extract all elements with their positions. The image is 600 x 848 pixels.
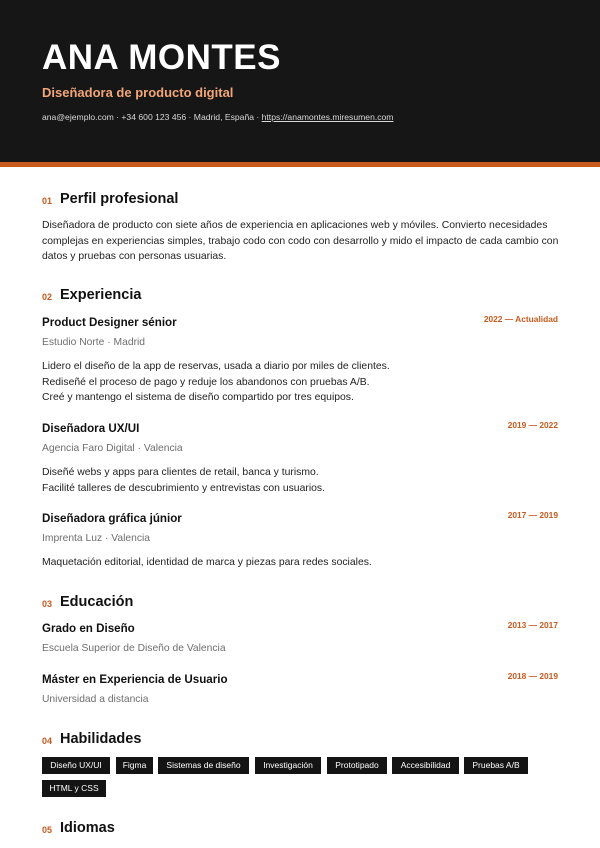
job-bullet: Maquetación editorial, identidad de marca y piezas para redes sociales. xyxy=(42,557,372,568)
degree-institution: Escuela Superior de Diseño de Valencia xyxy=(42,643,226,654)
portfolio-link[interactable]: https://anamontes.miresumen.com xyxy=(261,112,394,122)
candidate-role: Diseñadora de producto digital xyxy=(42,85,234,100)
resume-header xyxy=(0,0,600,162)
job-bullet: Rediseñé el proceso de pago y reduje los abandonos con pruebas A/B. xyxy=(42,376,370,388)
skill-chip: Accesibilidad xyxy=(392,757,459,774)
section-number-profile: 01 xyxy=(42,196,53,206)
section-title-profile: Perfil profesional xyxy=(60,191,179,207)
skill-chip: Prototipado xyxy=(327,757,387,774)
job-organization: Estudio Norte · Madrid xyxy=(42,337,146,348)
candidate-name: ANA MONTES xyxy=(42,38,281,77)
job-bullets xyxy=(42,465,562,496)
degree-institution: Universidad a distancia xyxy=(42,694,149,705)
degree-title: Máster en Experiencia de Usuario xyxy=(42,673,228,686)
section-number-languages: 05 xyxy=(42,825,53,835)
contact-details: ana@ejemplo.com · +34 600 123 456 · Madrid, España · xyxy=(42,112,262,122)
section-number-education: 03 xyxy=(42,599,53,609)
job-organization: Imprenta Luz · Valencia xyxy=(42,533,150,544)
skill-chip: Sistemas de diseño xyxy=(158,757,249,774)
section-title-experience: Experiencia xyxy=(60,287,142,303)
skill-chip: Figma xyxy=(116,757,153,774)
job-bullets xyxy=(42,359,562,406)
degree-date: 2018 — 2019 xyxy=(507,671,558,681)
job-title: Diseñadora gráfica júnior xyxy=(42,512,182,525)
section-title-skills: Habilidades xyxy=(60,731,142,747)
header-accent-bar xyxy=(0,162,600,167)
degree-date: 2013 — 2017 xyxy=(507,620,558,630)
job-date: 2019 — 2022 xyxy=(507,420,558,430)
section-number-skills: 04 xyxy=(42,736,53,746)
job-organization: Agencia Faro Digital · Valencia xyxy=(42,443,183,454)
skill-chip: Diseño UX/UI xyxy=(42,757,110,774)
section-title-education: Educación xyxy=(60,594,134,610)
job-bullet: Facilité talleres de descubrimiento y entrevistas con usuarios. xyxy=(42,482,325,494)
job-bullet: Creé y mantengo el sistema de diseño compartido por tres equipos. xyxy=(42,392,354,404)
degree-title: Grado en Diseño xyxy=(42,622,135,635)
skill-chip: HTML y CSS xyxy=(42,780,106,797)
job-date: 2022 — Actualidad xyxy=(483,314,558,324)
section-title-languages: Idiomas xyxy=(60,820,115,836)
job-bullet: Diseñé webs y apps para clientes de retail, banca y turismo. xyxy=(42,467,319,478)
profile-summary: Diseñadora de producto con siete años de experiencia en aplicaciones web y móviles. Convierto necesidades complejas en experiencias simples, trabajo codo con codo con desarrollo y mido el impacto de cada cambio con datos y pruebas con personas usuarias. xyxy=(42,220,559,263)
job-bullet: Lidero el diseño de la app de reservas, usada a diario por miles de clientes. xyxy=(42,361,390,372)
skill-chip: Investigación xyxy=(255,757,321,774)
job-bullets xyxy=(42,555,562,571)
section-number-experience: 02 xyxy=(42,292,53,302)
contact-line xyxy=(42,112,393,123)
job-title: Product Designer sénior xyxy=(42,316,177,329)
job-date: 2017 — 2019 xyxy=(507,510,558,520)
skill-chip: Pruebas A/B xyxy=(464,757,528,774)
job-title: Diseñadora UX/UI xyxy=(42,422,140,435)
